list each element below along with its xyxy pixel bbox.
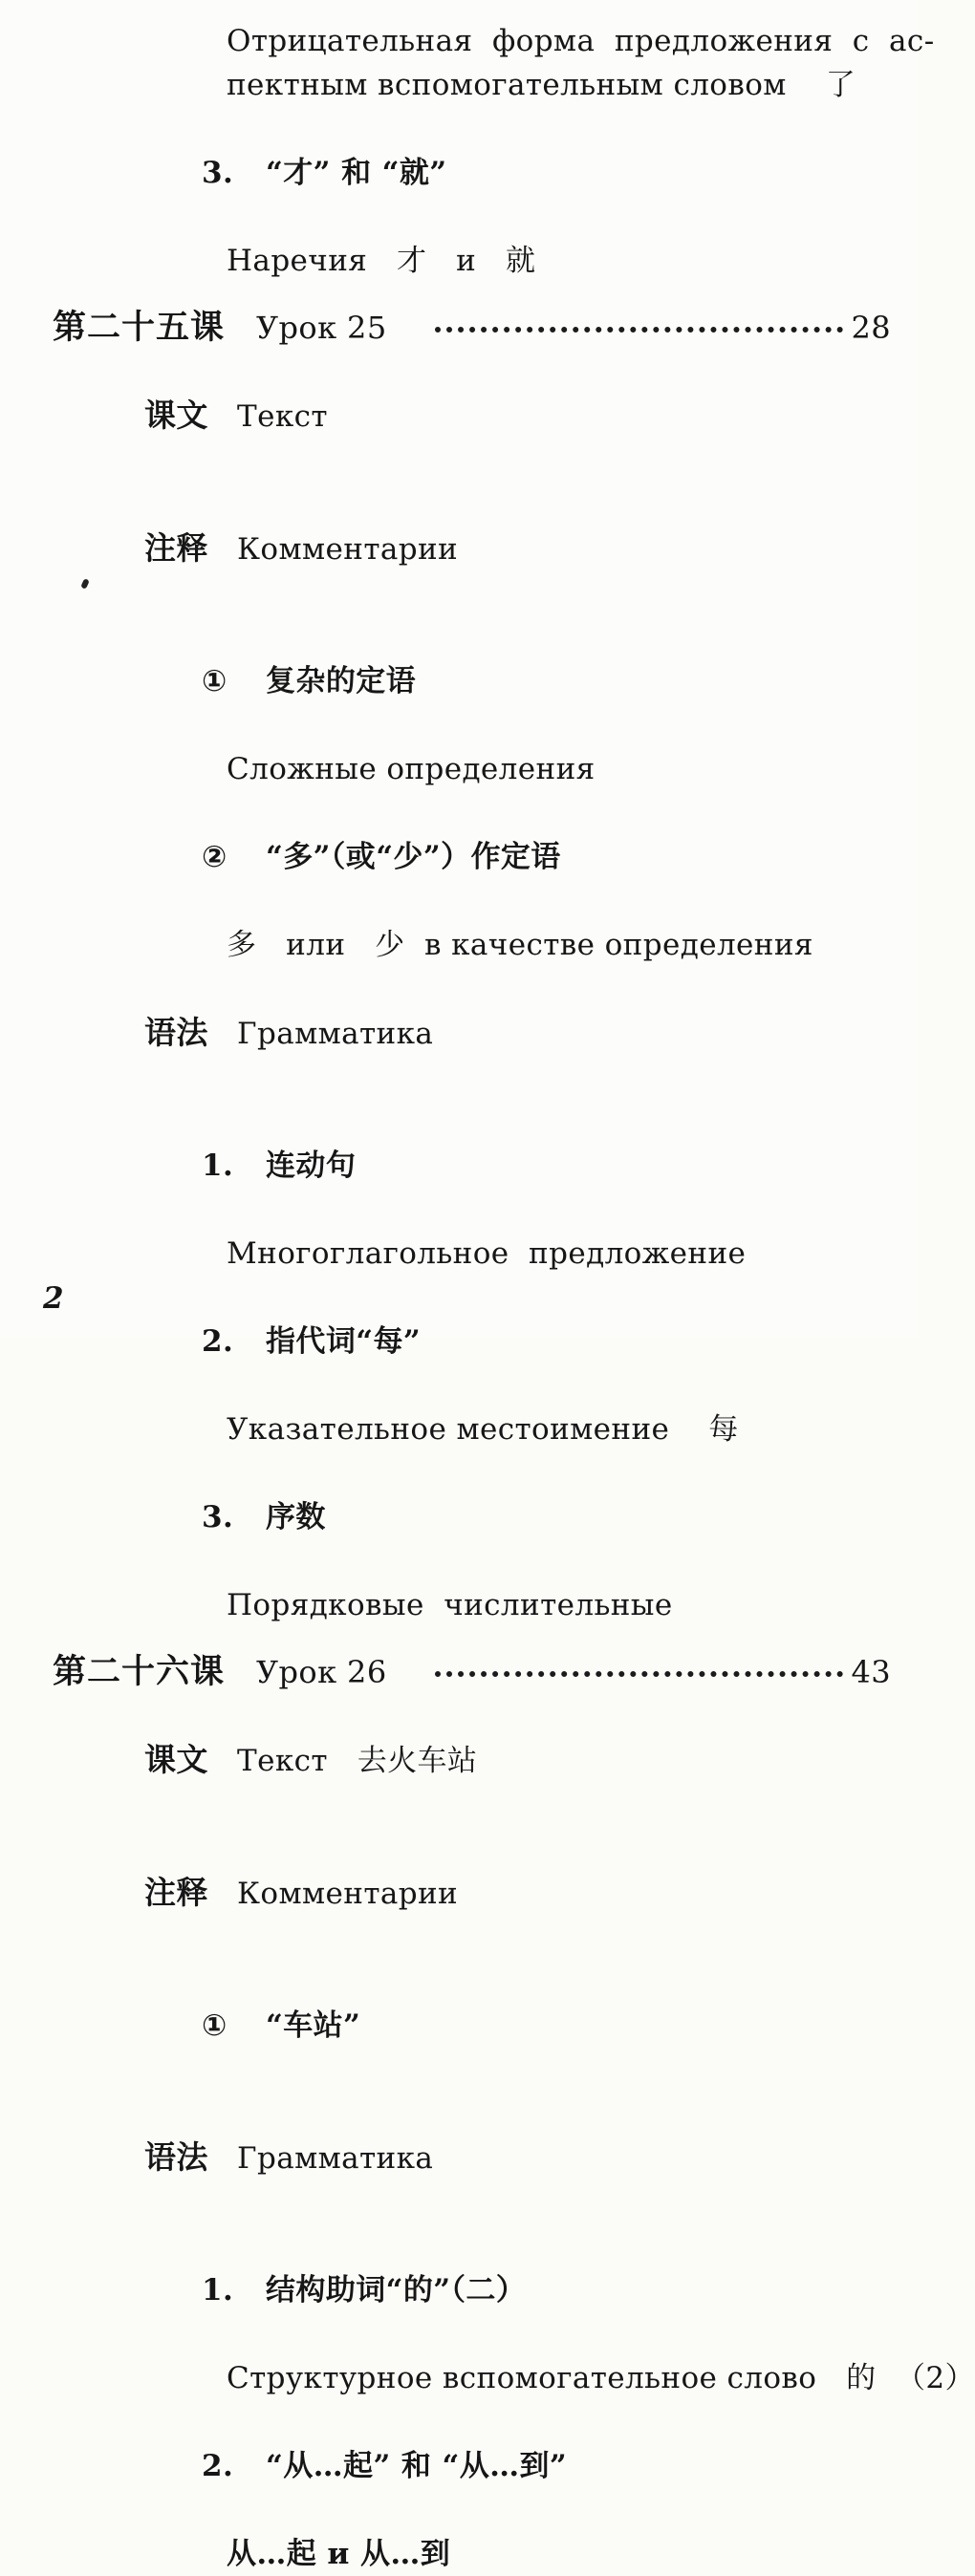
item-number: 3. <box>202 156 234 190</box>
note-1-row <box>162 615 918 747</box>
item-number: 2. <box>202 2449 234 2483</box>
lesson-26-grammar-item-1-row <box>162 2224 918 2356</box>
grammar-item-3-translation: Порядковые числительные <box>227 1588 673 1622</box>
lesson-26-note-1-row <box>162 1960 918 2092</box>
grammar-item-3-row <box>162 1451 918 1583</box>
item-text-zh: 指代词“每” <box>266 1324 422 1359</box>
lesson-26-comments-row <box>105 1827 918 1960</box>
section-label-ru: Текст <box>237 399 328 434</box>
circled-number: ② <box>202 840 228 874</box>
lesson-26-grammar-row <box>105 2092 918 2224</box>
section-label-ru: Грамматика <box>237 1017 434 1051</box>
item-number: 3. <box>202 1500 234 1535</box>
dot-leader <box>435 327 844 333</box>
item-number: 1. <box>202 2273 234 2308</box>
item-text-zh: 连动句 <box>266 1148 357 1183</box>
lesson-26-grammar-item-1-translation: Структурное вспомогательное слово 的 （2） <box>227 2361 975 2395</box>
lesson-26-page-number: 43 <box>851 1654 891 1690</box>
grammar-item-2-row <box>162 1276 918 1407</box>
entry-negative-form-line-2: пектным вспомогательным словом 了 <box>227 68 856 102</box>
note-text-zh: 复杂的定语 <box>266 664 417 698</box>
item-text-zh: 结构助词“的”（二） <box>266 2273 527 2308</box>
item-text-zh: “才” 和 “就” <box>266 156 447 190</box>
lesson-26-grammar-item-2-translation: 从…起 и 从…到 <box>227 2537 451 2571</box>
section-label-zh: 注释 <box>144 1874 208 1911</box>
item-number: 1. <box>202 1148 234 1183</box>
lesson-25-text-row <box>105 350 918 483</box>
section-label-zh: 语法 <box>144 1014 208 1051</box>
grammar-item-1-row <box>162 1100 918 1232</box>
circled-number: ① <box>202 664 228 698</box>
section-label-ru: Комментарии <box>237 1877 459 1911</box>
lesson-25-title-ru: Урок 25 <box>256 310 387 346</box>
item-text-zh: “从…起” 和 “从…到” <box>266 2449 568 2483</box>
section-label-zh: 课文 <box>144 1741 208 1778</box>
entry-item-3-translation: Наречия 才 и 就 <box>227 244 536 278</box>
lesson-26-entry <box>53 1650 918 1694</box>
grammar-item-1-translation: Многоглагольное предложение <box>227 1236 747 1271</box>
lesson-25-title-zh: 第二十五课 <box>53 308 226 347</box>
circled-number: ① <box>202 2008 228 2043</box>
grammar-item-2-translation: Указательное местоимение 每 <box>227 1412 739 1447</box>
note-text-zh: “车站” <box>266 2008 361 2043</box>
entry-item-3-cai-jiu <box>162 107 918 239</box>
lesson-25-page-number: 28 <box>851 310 891 346</box>
lesson-26-grammar-item-2-row <box>162 2400 918 2532</box>
lesson-25-comments-row <box>105 483 918 615</box>
entry-negative-form-line-1: Отрицательная форма предложения с ас- <box>227 24 935 58</box>
section-label-ru: Комментарии <box>237 532 459 567</box>
note-1-translation: Сложные определения <box>227 752 596 786</box>
note-2-row <box>162 791 918 923</box>
section-label-zh: 课文 <box>144 397 208 434</box>
item-number: 2. <box>202 1324 234 1359</box>
page-number-footer: 2 <box>43 1281 64 1316</box>
lesson-25-grammar-row <box>105 967 918 1100</box>
note-text-zh: “多”（或“少”）作定语 <box>266 840 561 874</box>
lesson-25-entry <box>53 306 918 350</box>
lesson-26-title-zh: 第二十六课 <box>53 1652 226 1691</box>
ink-speck-mark <box>80 578 90 590</box>
dot-leader <box>435 1671 844 1677</box>
lesson-26-text-row <box>105 1694 918 1827</box>
section-label-zh: 语法 <box>144 2138 208 2176</box>
section-label-zh: 注释 <box>144 529 208 567</box>
item-text-zh: 序数 <box>266 1500 326 1535</box>
section-label-ru: Текст 去火车站 <box>237 1744 478 1778</box>
section-label-ru: Грамматика <box>237 2141 434 2176</box>
lesson-26-title-ru: Урок 26 <box>256 1654 387 1690</box>
note-2-translation: 多 или 少 в качестве определения <box>227 928 813 962</box>
